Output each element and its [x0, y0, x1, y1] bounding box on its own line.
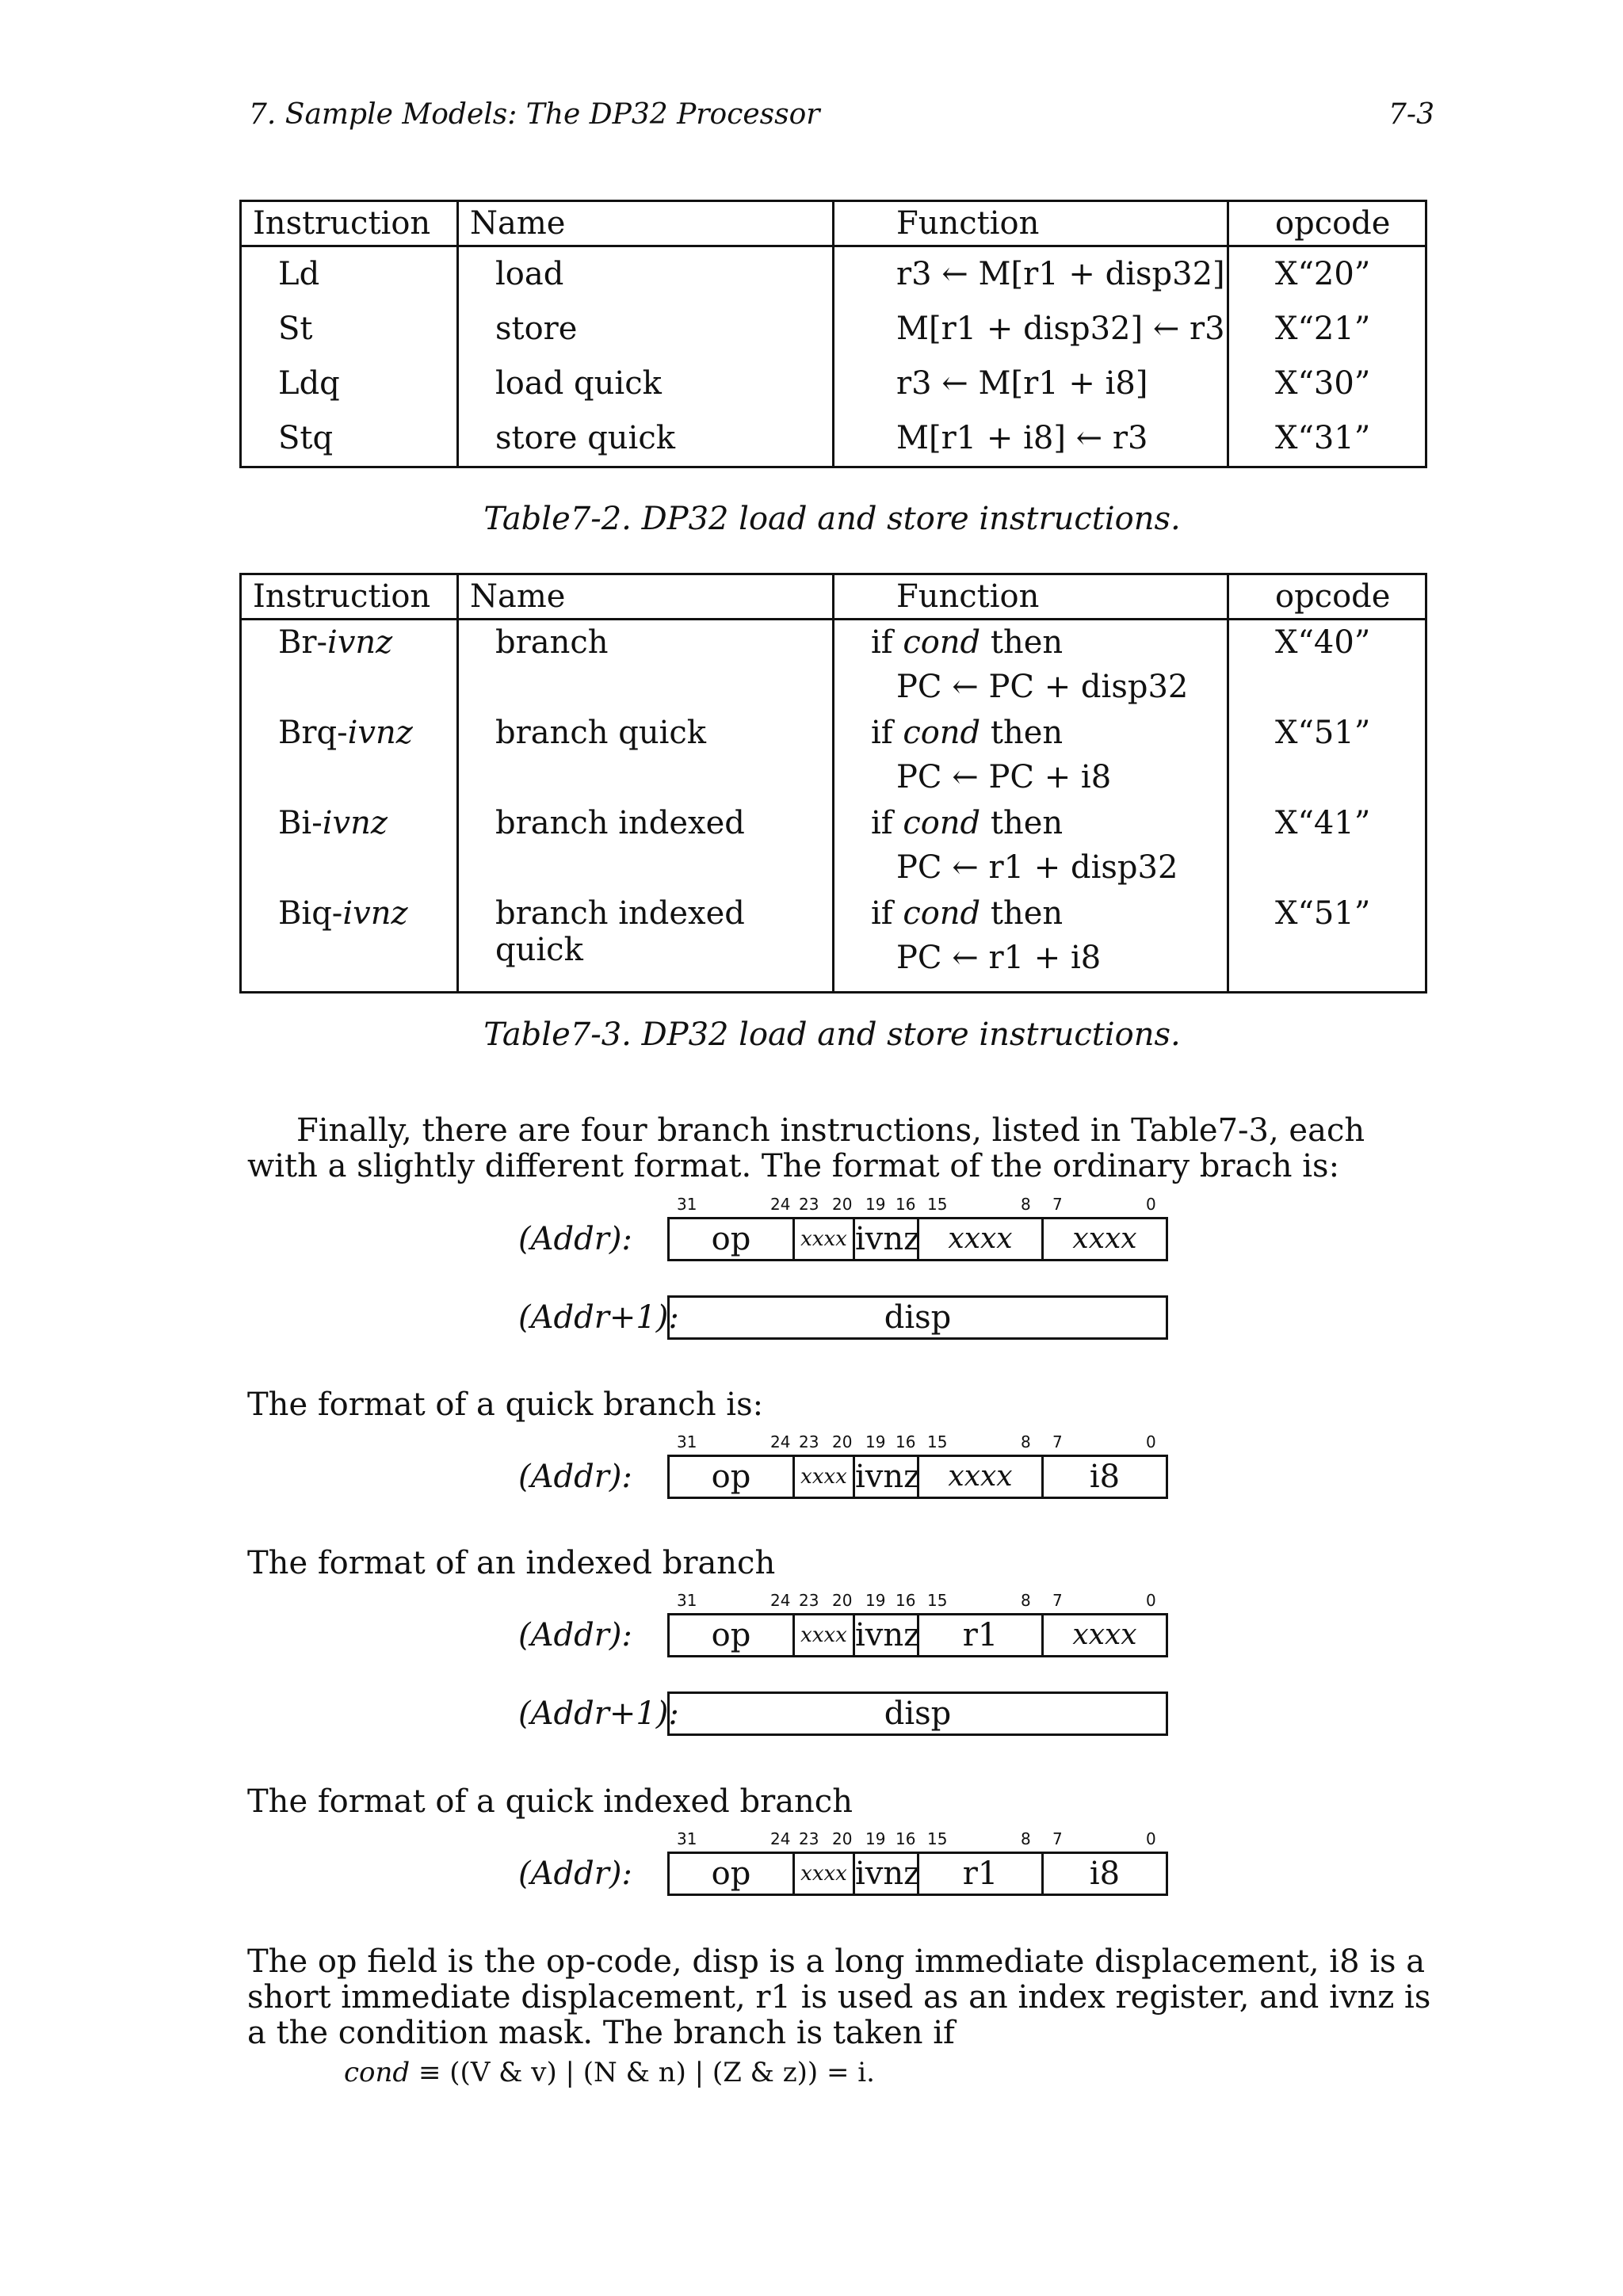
function-cond: cond — [903, 895, 981, 932]
format-heading: The format of an indexed branch — [247, 1545, 776, 1581]
bit-number: 20 — [832, 1195, 853, 1214]
cell-name: branch — [458, 620, 834, 711]
function-then: then — [980, 715, 1064, 751]
bit-number: 7 — [1052, 1829, 1063, 1848]
cell-function: r3 ← M[r1 + i8] — [834, 357, 1228, 411]
function-if: if — [871, 624, 903, 661]
cell-name: load quick — [458, 357, 834, 411]
field-op: op — [670, 1457, 795, 1497]
header-opcode: opcode — [1228, 574, 1426, 620]
function-then: then — [980, 805, 1064, 841]
cell-instruction: Ld — [241, 246, 458, 303]
field-reserved: xxxx — [919, 1457, 1044, 1497]
branch-table — [239, 573, 1427, 994]
field-ivnz: ivnz — [855, 1221, 921, 1257]
field-ivnz: ivnz — [855, 1855, 921, 1892]
header-name: Name — [458, 201, 834, 246]
addr-label: (Addr): — [518, 1855, 632, 1892]
instruction-suffix: ivnz — [342, 895, 408, 932]
instruction-word-indexed — [667, 1613, 1168, 1657]
bit-number-row — [670, 1195, 1170, 1214]
bit-number: 20 — [832, 1829, 853, 1848]
instruction-mnemonic: Brq- — [278, 715, 348, 751]
field-reserved: xxxx — [795, 1615, 855, 1655]
cell-opcode: X“20” — [1228, 246, 1426, 303]
bit-number: 31 — [677, 1829, 697, 1848]
function-cond: cond — [903, 805, 981, 841]
cell-name — [458, 891, 834, 993]
bit-number: 24 — [770, 1829, 791, 1848]
cell-opcode: X“21” — [1228, 302, 1426, 357]
field-reserved: xxxx — [795, 1457, 855, 1497]
cell-opcode: X“40” — [1228, 620, 1426, 711]
formula-expression: ≡ ((V & v) | (N & n) | (Z & z)) = i. — [410, 2057, 875, 2088]
header-page-number: 7-3 — [1388, 98, 1434, 131]
format-heading: The format of a quick branch is: — [247, 1386, 764, 1423]
field-reserved: xxxx — [1072, 1222, 1137, 1255]
bit-number: 7 — [1052, 1195, 1063, 1214]
cell-function — [834, 620, 1228, 711]
table-row — [241, 411, 1426, 467]
cell-opcode: X“51” — [1228, 891, 1426, 993]
bit-number: 23 — [799, 1195, 819, 1214]
instruction-suffix: ivnz — [347, 715, 413, 751]
format-heading: The format of a quick indexed branch — [247, 1783, 853, 1820]
function-action: PC ← PC + i8 — [896, 759, 1112, 795]
field-ivnz: ivnz — [855, 1617, 921, 1653]
bit-number: 23 — [799, 1829, 819, 1848]
cell-function — [834, 711, 1228, 801]
cell-function — [834, 801, 1228, 891]
bit-number: 7 — [1052, 1432, 1063, 1451]
addr-label: (Addr): — [518, 1459, 632, 1495]
table-row — [241, 801, 1426, 891]
bit-number-row — [670, 1432, 1170, 1451]
body-paragraph: Finally, there are four branch instructions, listed in Table7-3, each with a slightly different format. The format of the ordinary brach is: — [247, 1112, 1365, 1184]
body-paragraph: The op field is the op-code, disp is a long immediate displacement, i8 is a short immediate displacement, r1 is used as an index register, and ivnz is a the condition mask. The branch is taken if — [247, 1943, 1431, 2051]
displacement-word — [667, 1691, 1168, 1736]
bit-number: 31 — [677, 1195, 697, 1214]
table-row — [241, 891, 1426, 993]
table-row — [241, 357, 1426, 411]
bit-number: 16 — [896, 1591, 916, 1610]
instruction-word-quick-indexed — [667, 1852, 1168, 1896]
field-r1: r1 — [919, 1854, 1044, 1894]
function-if: if — [871, 805, 903, 841]
header-instruction: Instruction — [241, 574, 458, 620]
header-chapter-title: 7. Sample Models: The DP32 Processor — [249, 98, 820, 131]
field-ivnz: ivnz — [855, 1459, 921, 1495]
cell-name: load — [458, 246, 834, 303]
bit-number: 19 — [865, 1829, 886, 1848]
bit-number: 19 — [865, 1432, 886, 1451]
table-row — [241, 246, 1426, 303]
function-if: if — [871, 895, 903, 932]
table-caption: Table7-3. DP32 load and store instructions. — [483, 1016, 1181, 1053]
cell-opcode: X“41” — [1228, 801, 1426, 891]
function-cond: cond — [903, 715, 981, 751]
bit-number: 16 — [896, 1432, 916, 1451]
header-function: Function — [834, 574, 1228, 620]
field-disp: disp — [884, 1695, 952, 1732]
function-action: PC ← r1 + disp32 — [896, 849, 1178, 886]
field-r1: r1 — [919, 1615, 1044, 1655]
field-op: op — [670, 1219, 795, 1259]
load-store-table — [239, 200, 1427, 468]
bit-number: 23 — [799, 1432, 819, 1451]
function-action: PC ← PC + disp32 — [896, 669, 1189, 705]
field-reserved: xxxx — [1072, 1619, 1137, 1651]
function-if: if — [871, 715, 903, 751]
bit-number: 16 — [896, 1829, 916, 1848]
header-opcode: opcode — [1228, 201, 1426, 246]
field-disp: disp — [884, 1299, 952, 1336]
bit-number: 19 — [865, 1195, 886, 1214]
field-reserved: xxxx — [795, 1219, 855, 1259]
cell-function — [834, 891, 1228, 993]
cell-opcode: X“30” — [1228, 357, 1426, 411]
bit-number-row — [670, 1829, 1170, 1848]
bit-number: 0 — [1146, 1195, 1156, 1214]
addr-plus-one-label: (Addr+1): — [518, 1695, 679, 1732]
name-text-2: quick — [495, 932, 583, 968]
cell-function: M[r1 + i8] ← r3 — [834, 411, 1228, 467]
name-line-1 — [495, 891, 832, 968]
addr-plus-one-label: (Addr+1): — [518, 1299, 679, 1336]
field-i8: i8 — [1089, 1855, 1121, 1892]
function-then: then — [980, 895, 1064, 932]
cell-name: branch quick — [458, 711, 834, 801]
instruction-mnemonic: Bi- — [278, 805, 323, 841]
running-header — [249, 98, 1434, 138]
bit-number: 0 — [1146, 1829, 1156, 1848]
bit-number: 8 — [1021, 1195, 1031, 1214]
cell-instruction — [241, 711, 458, 801]
addr-label: (Addr): — [518, 1221, 632, 1257]
cell-name: store — [458, 302, 834, 357]
header-instruction: Instruction — [241, 201, 458, 246]
formula-cond: cond — [344, 2057, 411, 2088]
bit-number: 0 — [1146, 1591, 1156, 1610]
bit-number: 20 — [832, 1432, 853, 1451]
bit-number: 19 — [865, 1591, 886, 1610]
bit-number: 15 — [927, 1195, 948, 1214]
bit-number: 15 — [927, 1432, 948, 1451]
function-then: then — [980, 624, 1064, 661]
instruction-suffix: ivnz — [322, 805, 388, 841]
instruction-mnemonic: Biq- — [278, 895, 343, 932]
bit-number: 8 — [1021, 1591, 1031, 1610]
cell-name: branch indexed — [458, 801, 834, 891]
cond-formula — [344, 2057, 875, 2088]
bit-number: 23 — [799, 1591, 819, 1610]
cell-opcode: X“51” — [1228, 711, 1426, 801]
instruction-word-quick — [667, 1455, 1168, 1499]
bit-number: 7 — [1052, 1591, 1063, 1610]
bit-number: 31 — [677, 1432, 697, 1451]
cell-instruction — [241, 801, 458, 891]
bit-number: 15 — [927, 1829, 948, 1848]
bit-number: 0 — [1146, 1432, 1156, 1451]
cell-instruction — [241, 891, 458, 993]
cell-function: r3 ← M[r1 + disp32] — [834, 246, 1228, 303]
bit-number-row — [670, 1591, 1170, 1610]
bit-number: 8 — [1021, 1432, 1031, 1451]
field-i8: i8 — [1089, 1459, 1121, 1495]
bit-number: 15 — [927, 1591, 948, 1610]
instruction-word-ordinary — [667, 1217, 1168, 1261]
table-row — [241, 711, 1426, 801]
bit-number: 24 — [770, 1432, 791, 1451]
header-name: Name — [458, 574, 834, 620]
instruction-mnemonic: Br- — [278, 624, 328, 661]
cell-instruction: Stq — [241, 411, 458, 467]
cell-opcode: X“31” — [1228, 411, 1426, 467]
function-cond: cond — [903, 624, 981, 661]
table-header-row — [241, 201, 1426, 246]
bit-number: 24 — [770, 1195, 791, 1214]
table-row — [241, 620, 1426, 711]
field-reserved: xxxx — [795, 1854, 855, 1894]
header-function: Function — [834, 201, 1228, 246]
addr-label: (Addr): — [518, 1617, 632, 1653]
function-action: PC ← r1 + i8 — [896, 940, 1102, 976]
table-row — [241, 302, 1426, 357]
cell-function: M[r1 + disp32] ← r3 — [834, 302, 1228, 357]
cell-name: store quick — [458, 411, 834, 467]
name-text: branch indexed — [495, 895, 745, 932]
bit-number: 31 — [677, 1591, 697, 1610]
cell-instruction: Ldq — [241, 357, 458, 411]
field-op: op — [670, 1854, 795, 1894]
cell-instruction: St — [241, 302, 458, 357]
bit-number: 20 — [832, 1591, 853, 1610]
displacement-word — [667, 1295, 1168, 1340]
table-caption: Table7-2. DP32 load and store instructions. — [483, 501, 1181, 537]
cell-instruction — [241, 620, 458, 711]
field-op: op — [670, 1615, 795, 1655]
table-header-row — [241, 574, 1426, 620]
bit-number: 16 — [896, 1195, 916, 1214]
field-reserved: xxxx — [919, 1219, 1044, 1259]
bit-number: 8 — [1021, 1829, 1031, 1848]
bit-number: 24 — [770, 1591, 791, 1610]
instruction-suffix: ivnz — [327, 624, 393, 661]
